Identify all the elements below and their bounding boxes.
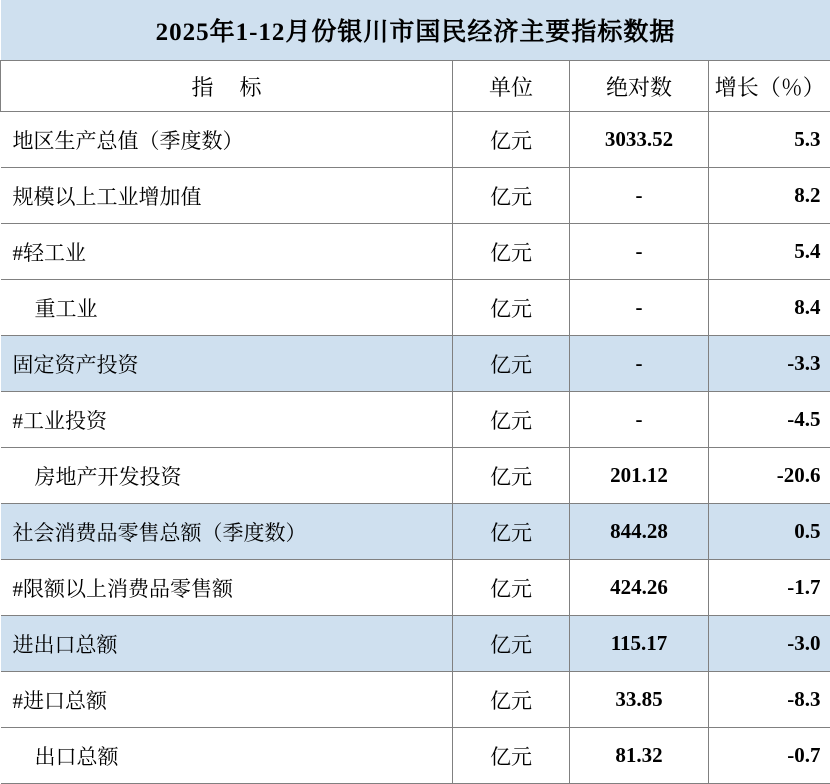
absolute-value-cell: - <box>570 168 709 224</box>
absolute-value-cell: 81.32 <box>570 728 709 784</box>
unit-cell: 亿元 <box>453 224 570 280</box>
column-header-indicator-char-2: 标 <box>240 75 262 100</box>
indicator-name-cell <box>1 728 453 784</box>
absolute-value-cell: 201.12 <box>570 448 709 504</box>
column-header-unit: 单位 <box>453 61 570 112</box>
page-title: 2025年1-12月份银川市国民经济主要指标数据 <box>1 0 830 61</box>
column-header-indicator <box>1 61 453 112</box>
unit-cell: 亿元 <box>453 392 570 448</box>
indicator-name-cell <box>1 392 453 448</box>
indicator-name: 出口总额 <box>7 745 119 769</box>
unit-cell: 亿元 <box>453 616 570 672</box>
indicator-name: #轻工业 <box>7 241 87 265</box>
growth-rate-cell: 0.5 <box>709 504 830 560</box>
indicator-name-cell <box>1 672 453 728</box>
table-row <box>1 336 830 392</box>
absolute-value-cell: 844.28 <box>570 504 709 560</box>
table-row <box>1 392 830 448</box>
absolute-value-cell: - <box>570 336 709 392</box>
indicator-name: #限额以上消费品零售额 <box>7 577 234 601</box>
absolute-value-cell: - <box>570 224 709 280</box>
absolute-value-cell: 424.26 <box>570 560 709 616</box>
indicator-name: 社会消费品零售总额（季度数） <box>7 521 307 545</box>
unit-cell: 亿元 <box>453 728 570 784</box>
indicator-name-cell <box>1 112 453 168</box>
indicator-name-cell <box>1 560 453 616</box>
header-row <box>1 61 830 112</box>
table-row <box>1 280 830 336</box>
title-row <box>1 0 830 61</box>
indicator-name-cell <box>1 280 453 336</box>
indicator-name-cell <box>1 336 453 392</box>
table-row <box>1 504 830 560</box>
absolute-value-cell: 33.85 <box>570 672 709 728</box>
indicator-name: 地区生产总值（季度数） <box>7 129 244 153</box>
column-header-indicator-char-1: 指 <box>191 75 213 100</box>
table-row <box>1 728 830 784</box>
table-body <box>1 0 830 784</box>
growth-rate-cell: 8.2 <box>709 168 830 224</box>
unit-cell: 亿元 <box>453 336 570 392</box>
growth-rate-cell: -3.0 <box>709 616 830 672</box>
absolute-value-cell: 3033.52 <box>570 112 709 168</box>
column-header-absolute: 绝对数 <box>570 61 709 112</box>
absolute-value-cell: - <box>570 280 709 336</box>
table-row <box>1 224 830 280</box>
growth-rate-cell: -8.3 <box>709 672 830 728</box>
unit-cell: 亿元 <box>453 280 570 336</box>
indicator-name: 规模以上工业增加值 <box>7 185 202 209</box>
indicator-name: 进出口总额 <box>7 633 118 657</box>
growth-rate-cell: -0.7 <box>709 728 830 784</box>
growth-rate-cell: 8.4 <box>709 280 830 336</box>
growth-rate-cell: -4.5 <box>709 392 830 448</box>
unit-cell: 亿元 <box>453 448 570 504</box>
unit-cell: 亿元 <box>453 112 570 168</box>
table-row <box>1 448 830 504</box>
absolute-value-cell: - <box>570 392 709 448</box>
table-row <box>1 560 830 616</box>
indicator-name: 固定资产投资 <box>7 353 139 377</box>
growth-rate-cell: -20.6 <box>709 448 830 504</box>
unit-cell: 亿元 <box>453 504 570 560</box>
table-row <box>1 112 830 168</box>
column-header-growth: 增长（％） <box>709 61 830 112</box>
growth-rate-cell: 5.4 <box>709 224 830 280</box>
indicator-name-cell <box>1 448 453 504</box>
table-row <box>1 672 830 728</box>
indicator-name-cell <box>1 616 453 672</box>
unit-cell: 亿元 <box>453 168 570 224</box>
growth-rate-cell: -3.3 <box>709 336 830 392</box>
table-row <box>1 616 830 672</box>
absolute-value-cell: 115.17 <box>570 616 709 672</box>
indicator-name-cell <box>1 168 453 224</box>
indicator-name-cell <box>1 504 453 560</box>
indicator-name: #工业投资 <box>7 409 108 433</box>
growth-rate-cell: -1.7 <box>709 560 830 616</box>
indicator-name-cell <box>1 224 453 280</box>
indicator-name: 房地产开发投资 <box>7 465 182 489</box>
growth-rate-cell: 5.3 <box>709 112 830 168</box>
table-row <box>1 168 830 224</box>
indicator-name: 重工业 <box>7 297 98 321</box>
unit-cell: 亿元 <box>453 672 570 728</box>
indicator-name: #进口总额 <box>7 689 108 713</box>
unit-cell: 亿元 <box>453 560 570 616</box>
